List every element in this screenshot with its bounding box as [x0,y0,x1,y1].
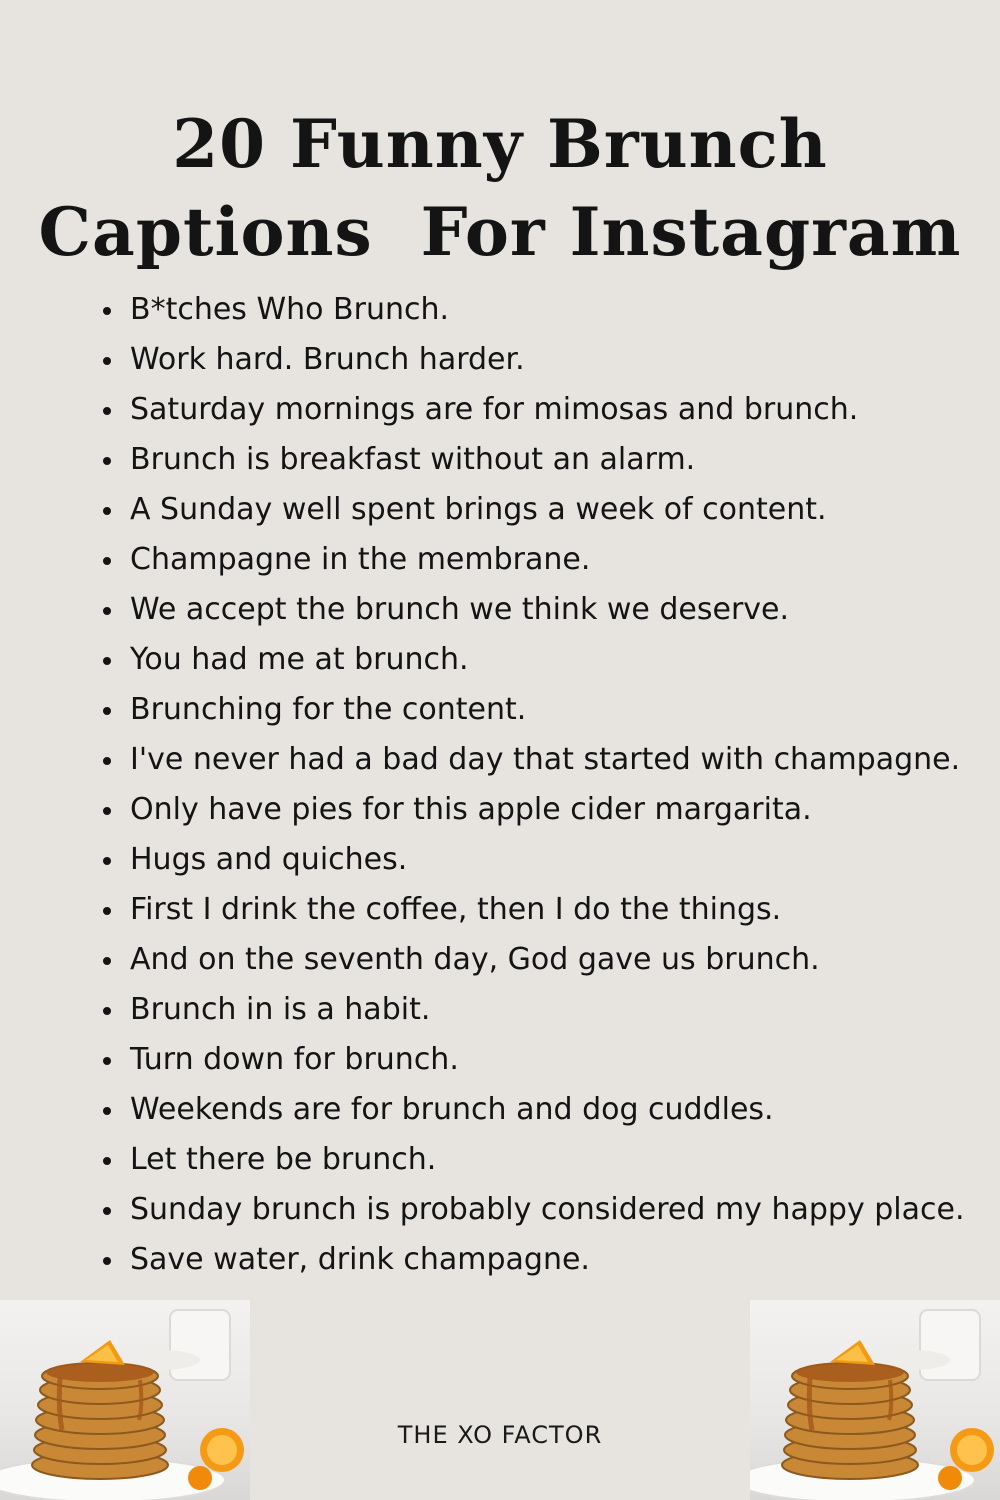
list-item: I've never had a bad day that started with champagne. [100,735,970,785]
brand-footer: THE XO FACTOR [397,1421,603,1449]
pancake-photo-right [750,1300,1000,1500]
list-item: You had me at brunch. [100,635,970,685]
list-item: Only have pies for this apple cider margarita. [100,785,970,835]
pancake-stack-icon [750,1300,1000,1500]
list-item: Saturday mornings are for mimosas and brunch. [100,385,970,435]
list-item: Let there be brunch. [100,1135,970,1185]
caption-list [100,285,970,1285]
list-item: Champagne in the membrane. [100,535,970,585]
list-item: Save water, drink champagne. [100,1235,970,1285]
list-item: Weekends are for brunch and dog cuddles. [100,1085,970,1135]
pancake-photo-left [0,1300,250,1500]
list-item: Hugs and quiches. [100,835,970,885]
title-line-1: 20 Funny Brunch [172,105,828,183]
list-item: Turn down for brunch. [100,1035,970,1085]
pancake-stack-icon [0,1300,250,1500]
page-title [0,100,1000,276]
list-item: Brunch in is a habit. [100,985,970,1035]
title-line-2: Captions For Instagram [38,193,962,271]
list-item: A Sunday well spent brings a week of content. [100,485,970,535]
list-item: Brunching for the content. [100,685,970,735]
list-item: Work hard. Brunch harder. [100,335,970,385]
list-item: Sunday brunch is probably considered my happy place. [100,1185,970,1235]
list-item: B*tches Who Brunch. [100,285,970,335]
list-item: We accept the brunch we think we deserve. [100,585,970,635]
list-item: Brunch is breakfast without an alarm. [100,435,970,485]
list-item: And on the seventh day, God gave us brunch. [100,935,970,985]
list-item: First I drink the coffee, then I do the things. [100,885,970,935]
